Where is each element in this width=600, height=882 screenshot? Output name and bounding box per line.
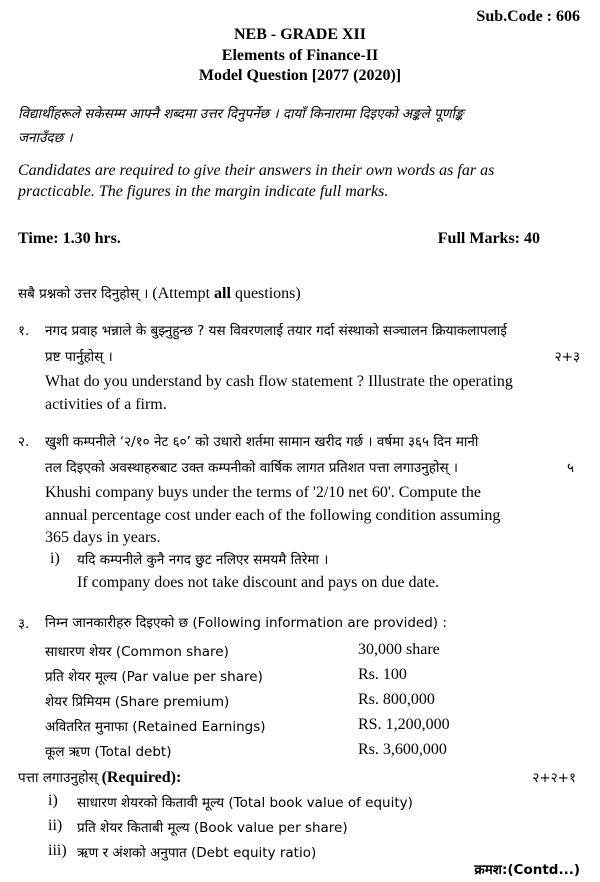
q1-nepali-2: प्रष्ट पार्नुहोस् । (45, 349, 113, 365)
q3-number: ३. (18, 616, 30, 632)
instruction-nepali-2: जनाउँदछ । (18, 130, 73, 146)
full-marks: Full Marks: 40 (437, 230, 540, 247)
continued-text: क्रमश:(Contd...) (474, 862, 580, 878)
q3-row-label: कूल ऋण (Total debt) (45, 744, 172, 760)
sub-code: Sub.Code : 606 (476, 8, 580, 25)
attempt-english-pre: (Attempt (152, 285, 215, 302)
q1-number: १. (18, 323, 30, 339)
q1-english-2: activities of a firm. (45, 396, 167, 413)
q3-row-value: Rs. 100 (358, 666, 407, 683)
q3-row-value: RS. 1,200,000 (358, 716, 450, 733)
attempt-english-bold: all (214, 285, 231, 302)
q2-marks: ५ (566, 460, 574, 476)
q3-sub-number: ii) (48, 817, 63, 834)
q2-english-1: Khushi company buys under the terms of '2/10 net 60'. Compute the (45, 484, 481, 501)
q2-sub-i-nepali: यदि कम्पनीले कुनै नगद छुट नलिएर समयमै तिरेमा । (77, 552, 329, 568)
q3-sub-number: iii) (48, 842, 67, 859)
q1-nepali-1: नगद प्रवाह भन्नाले के बुझ्नुहुन्छ ? यस विवरणलाई तयार गर्दा संस्थाको सञ्चालन क्रियाकलापलाई (45, 323, 507, 339)
q3-row-label: प्रति शेयर मूल्य (Par value per share) (45, 669, 263, 685)
q3-row-value: Rs. 3,600,000 (358, 741, 447, 758)
q3-row-value: 30,000 share (358, 641, 440, 658)
attempt-nepali: सबै प्रश्नको उत्तर दिनुहोस् । (18, 286, 149, 302)
instruction-nepali-1: विद्यार्थीहरूले सकेसम्म आफ्नै शब्दमा उत्तर दिनुपर्नेछ । दायाँ किनारामा दिइएको अङ्कले पूर्णाङ्क (18, 106, 464, 122)
q3-row-label: साधारण शेयर (Common share) (45, 644, 229, 660)
model-title: Model Question [2077 (2020)] (198, 67, 402, 84)
attempt-instruction (18, 284, 301, 303)
q2-nepali-1: खुशी कम्पनीले ‘२/१० नेट ६०’ को उधारो शर्तमा सामान खरीद गर्छ । वर्षमा ३६५ दिन मानी (45, 434, 479, 450)
q3-intro (45, 613, 447, 632)
q3-row-value: Rs. 800,000 (358, 691, 435, 708)
q3-required (18, 768, 181, 787)
q3-required-english: (Required): (101, 769, 182, 786)
q1-english-1: What do you understand by cash flow statement ? Illustrate the operating (45, 373, 513, 390)
q1-marks: २+३ (554, 349, 580, 365)
q3-intro-text: निम्न जानकारीहरु दिइएको छ (Following information are provided) : (45, 615, 447, 631)
q3-row-label: अवितरित मुनाफा (Retained Earnings) (45, 719, 266, 735)
q3-sub-text: ऋण र अंशको अनुपात (Debt equity ratio) (77, 845, 317, 861)
q2-sub-i-number: i) (50, 550, 60, 567)
q2-english-2: annual percentage cost under each of the following condition assuming (45, 507, 501, 524)
attempt-english-post: questions) (230, 285, 301, 302)
exam-time: Time: 1.30 hrs. (18, 230, 121, 247)
instruction-english-2: practicable. The figures in the margin indicate full marks. (18, 183, 389, 200)
q3-sub-text: साधारण शेयरको कितावी मूल्य (Total book value of equity) (77, 795, 413, 811)
q3-row-label: शेयर प्रिमियम (Share premium) (45, 694, 230, 710)
q3-marks: २+२+१ (532, 770, 576, 786)
q3-required-nepali: पत्ता लगाउनुहोस् (18, 770, 98, 786)
q2-nepali-2: तल दिइएको अवस्थाहरुबाट उक्त कम्पनीको वार्षिक लागत प्रतिशत पत्ता लगाउनुहोस् । (45, 460, 458, 476)
q2-sub-i-english: If company does not take discount and pays on due date. (77, 574, 440, 591)
q2-english-3: 365 days in years. (45, 529, 161, 546)
continued-label (474, 860, 580, 879)
q3-sub-number: i) (48, 792, 58, 809)
board-title: NEB - GRADE XII (233, 26, 366, 43)
instruction-english-1: Candidates are required to give their answers in their own words as far as (18, 162, 495, 179)
q3-sub-text: प्रति शेयर किताबी मूल्य (Book value per share) (77, 820, 348, 836)
subject-title: Elements of Finance-II (221, 47, 379, 64)
q2-number: २. (18, 434, 30, 450)
